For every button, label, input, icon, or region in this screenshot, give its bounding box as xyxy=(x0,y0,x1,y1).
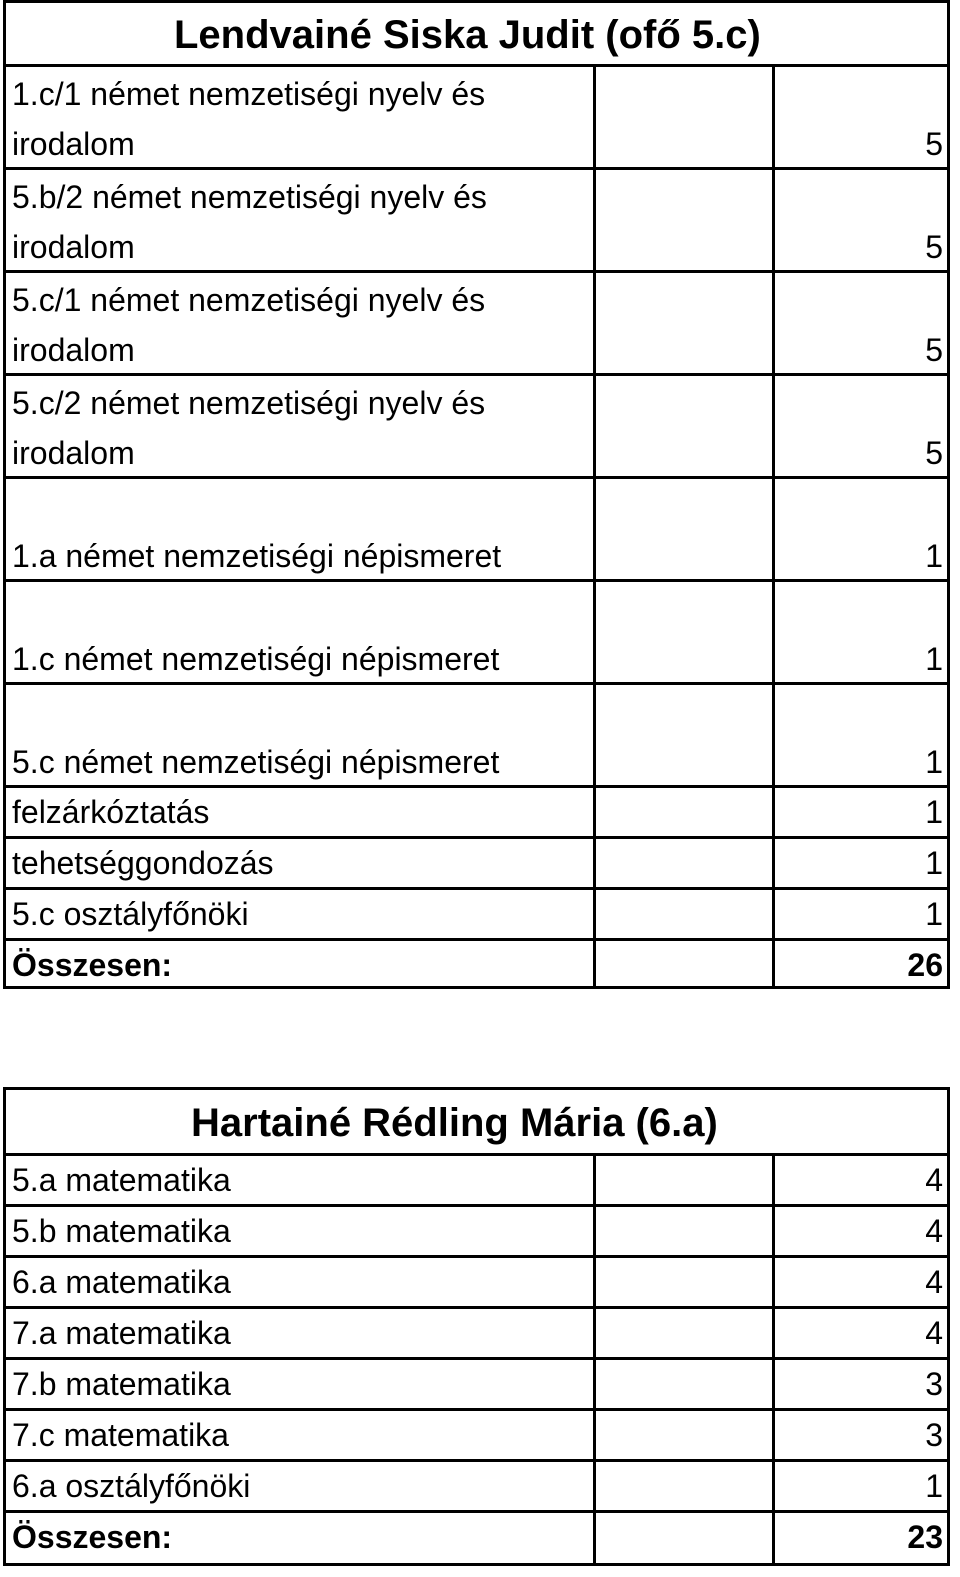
row-value: 4 xyxy=(925,1162,943,1198)
table-row xyxy=(6,1258,947,1309)
row-label: 5.b/2 német nemzetiségi nyelv és irodalom xyxy=(12,179,487,265)
row-label: 7.c matematika xyxy=(12,1417,229,1453)
row-value: 4 xyxy=(925,1213,943,1249)
row-value: 1 xyxy=(925,1468,943,1504)
row-label: 5.c német nemzetiségi népismeret xyxy=(12,744,500,780)
row-label: 7.a matematika xyxy=(12,1315,231,1351)
table-row xyxy=(6,479,947,582)
row-label: 5.a matematika xyxy=(12,1162,231,1198)
table-row xyxy=(6,1309,947,1360)
total-row xyxy=(6,1513,947,1563)
row-label: 7.b matematika xyxy=(12,1366,231,1402)
row-value: 1 xyxy=(925,896,943,932)
row-label: 6.a matematika xyxy=(12,1264,231,1300)
row-label: 5.c/2 német nemzetiségi nyelv és irodalom xyxy=(12,385,486,471)
row-value: 1 xyxy=(925,744,943,780)
table-row xyxy=(6,376,947,479)
table-row xyxy=(6,788,947,839)
table-title: Hartainé Rédling Mária (6.a) xyxy=(6,1090,947,1156)
table-title: Lendvainé Siska Judit (ofő 5.c) xyxy=(6,3,947,67)
row-label: 5.c/1 német nemzetiségi nyelv és irodalom xyxy=(12,282,486,368)
table-row xyxy=(6,685,947,788)
row-value: 1 xyxy=(925,538,943,574)
row-value: 1 xyxy=(925,794,943,830)
table-row xyxy=(6,1411,947,1462)
row-value: 3 xyxy=(925,1366,943,1402)
row-label: 1.c német nemzetiségi népismeret xyxy=(12,641,500,677)
table-row xyxy=(6,273,947,376)
row-value: 1 xyxy=(925,641,943,677)
table-row xyxy=(6,1207,947,1258)
total-value: 23 xyxy=(907,1519,943,1555)
table-row xyxy=(6,1360,947,1411)
row-value: 5 xyxy=(925,229,943,265)
total-label: Összesen: xyxy=(12,947,173,983)
row-value: 1 xyxy=(925,845,943,881)
row-label: 1.c/1 német nemzetiségi nyelv és irodalom xyxy=(12,76,486,162)
row-value: 5 xyxy=(925,332,943,368)
row-value: 3 xyxy=(925,1417,943,1453)
row-value: 5 xyxy=(925,435,943,471)
total-label: Összesen: xyxy=(12,1519,173,1555)
table-row xyxy=(6,67,947,170)
row-label: tehetséggondozás xyxy=(12,845,274,881)
row-label: 5.b matematika xyxy=(12,1213,231,1249)
teacher-table-1 xyxy=(3,0,950,989)
row-label: felzárkóztatás xyxy=(12,794,210,830)
table-row xyxy=(6,1462,947,1513)
table-row xyxy=(6,839,947,890)
table-row xyxy=(6,582,947,685)
total-row xyxy=(6,941,947,986)
table-row xyxy=(6,890,947,941)
teacher-table-2 xyxy=(3,1087,950,1566)
row-value: 4 xyxy=(925,1315,943,1351)
row-value: 5 xyxy=(925,126,943,162)
row-label: 1.a német nemzetiségi népismeret xyxy=(12,538,502,574)
total-value: 26 xyxy=(907,947,943,983)
table-row xyxy=(6,170,947,273)
table-row xyxy=(6,1156,947,1207)
row-label: 6.a osztályfőnöki xyxy=(12,1468,251,1504)
row-label: 5.c osztályfőnöki xyxy=(12,896,249,932)
row-value: 4 xyxy=(925,1264,943,1300)
